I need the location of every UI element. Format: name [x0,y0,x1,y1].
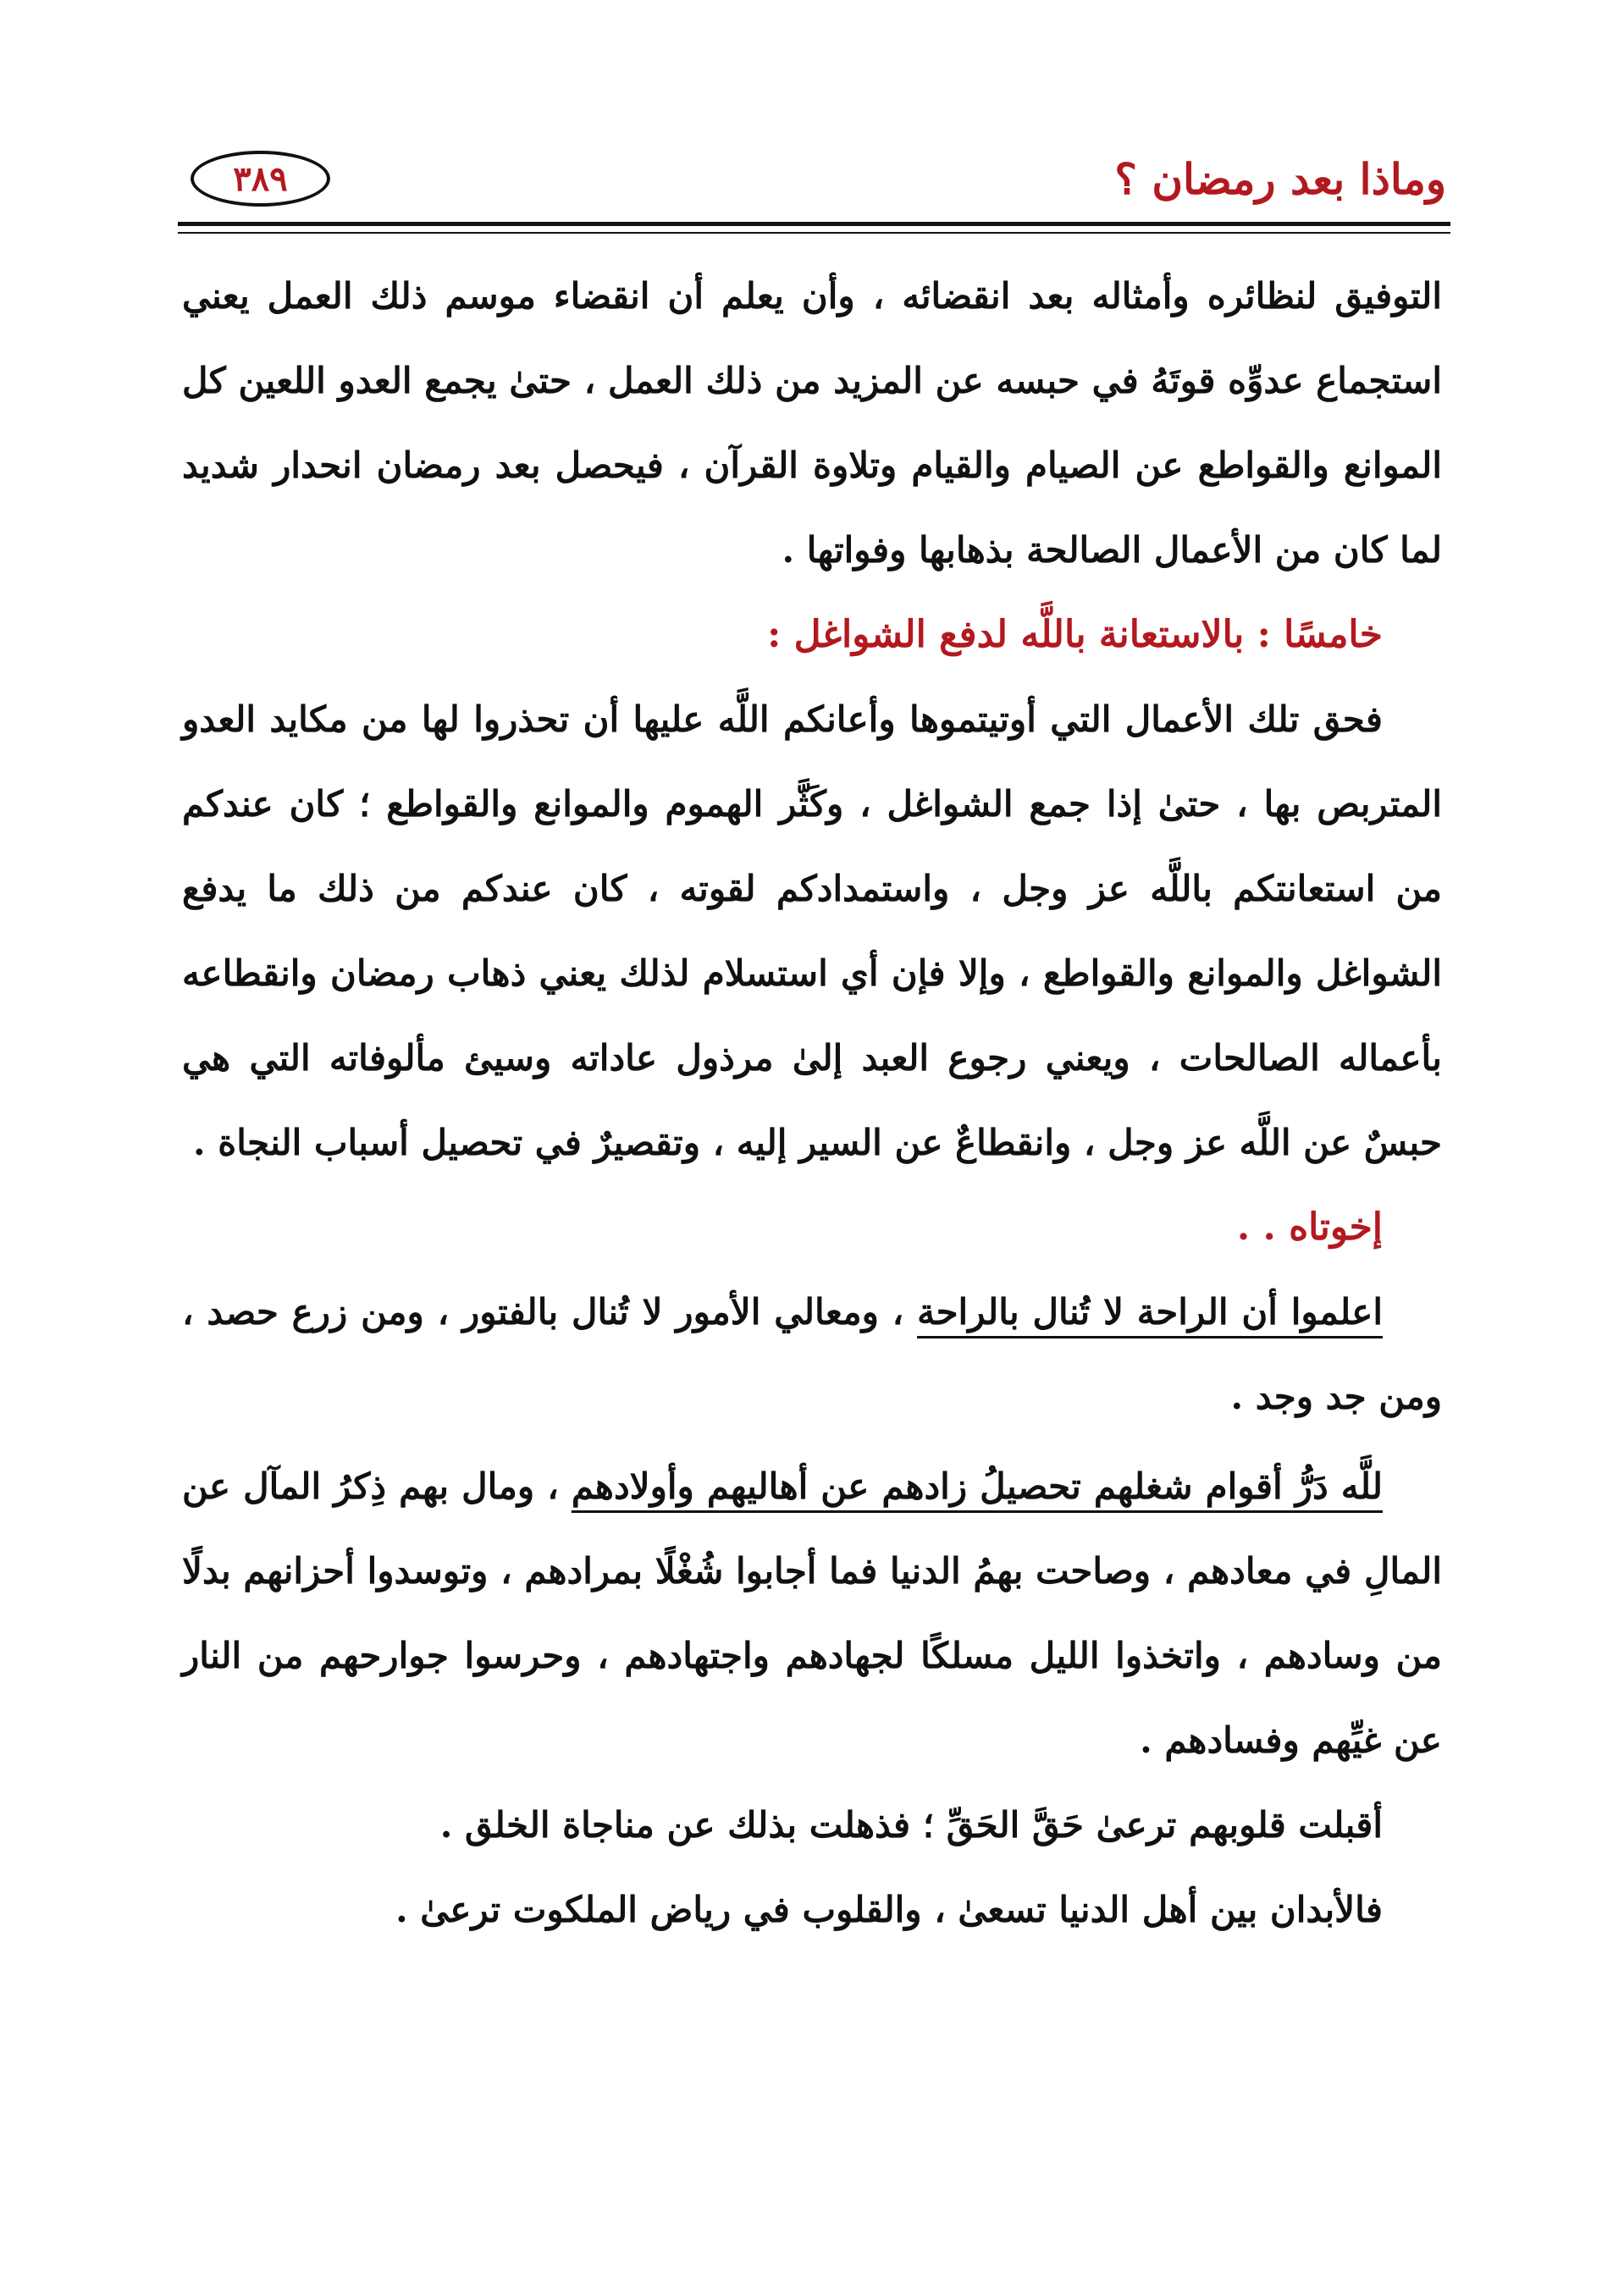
header-rule-thick [178,222,1450,226]
paragraph-4-rest: ، ومال بهم ذِكرُ المآل عن المالِ في معادهم ، وصاحت بهمُ الدنيا فما أجابوا شُغْلًا بمرادهم ، وتوسدوا أحزانهم بدلًا من وسادهم ، واتخذوا الليل مسلكًا لجهادهم واجتهادهم ، وحرسوا جوارحهم من النار عن غيِّهم وفسادهم . [182,1465,1442,1761]
paragraph-3 [182,1270,1442,1439]
underlined-phrase-rest: اعلموا أن الراحة لا تُنال بالراحة [917,1291,1384,1333]
underlined-phrase-people: للَّه دَرُّ أقوام شغلهم تحصيلُ زادهم عن أهاليهم وأولادهم [571,1465,1383,1507]
section-heading-fifth: خامسًا : بالاستعانة باللَّه لدفع الشواغل : [767,613,1383,656]
paragraph-4 [182,1444,1442,1783]
paragraph-6: فالأبدان بين أهل الدنيا تسعىٰ ، والقلوب في رياض الملكوت ترعىٰ . [395,1889,1383,1930]
page-number: ٣٨٩ [191,151,330,207]
paragraph-1: التوفيق لنظائره وأمثاله بعد انقضائه ، وأن يعلم أن انقضاء موسم ذلك العمل يعني استجماع عدوِّه قوتَهُ في حبسه عن المزيد من ذلك العمل ، حتىٰ يجمع العدو اللعين كل الموانع والقواطع عن الصيام والقيام وتلاوة القرآن ، فيحصل بعد رمضان انحدار شديد لما كان من الأعمال الصالحة بذهابها وفواتها . [182,275,1442,571]
header-rule-thin [178,232,1450,234]
page-body [182,254,1442,1952]
running-title: وماذا بعد رمضان ؟ [1114,154,1446,204]
paragraph-2: فحق تلك الأعمال التي أوتيتموها وأعانكم اللَّه عليها أن تحذروا لها من مكايد العدو المتربص بها ، حتىٰ إذا جمع الشواغل ، وكَثَّر الهموم والموانع والقواطع ؛ كان عندكم من استعانتكم باللَّه عز وجل ، واستمدادكم لقوته ، كان عندكم من ذلك ما يدفع الشواغل والموانع والقواطع ، وإلا فإن أي استسلام لذلك يعني ذهاب رمضان وانقطاعه بأعماله الصالحات ، ويعني رجوع العبد إلىٰ مرذول عاداته وسيئ مألوفاته التي هي حبسٌ عن اللَّه عز وجل ، وانقطاعٌ عن السير إليه ، وتقصيرٌ في تحصيل أسباب النجاة . [182,698,1442,1163]
paragraph-5: أقبلت قلوبهم ترعىٰ حَقَّ الحَقِّ ؛ فذهلت بذلك عن مناجاة الخلق . [439,1804,1383,1846]
paragraph-3-rest: ، ومعالي الأمور لا تُنال بالفتور ، ومن زرع حصد ، ومن جد وجد . [182,1291,1442,1417]
section-heading-brothers: إخوتاه . . [1236,1206,1383,1249]
